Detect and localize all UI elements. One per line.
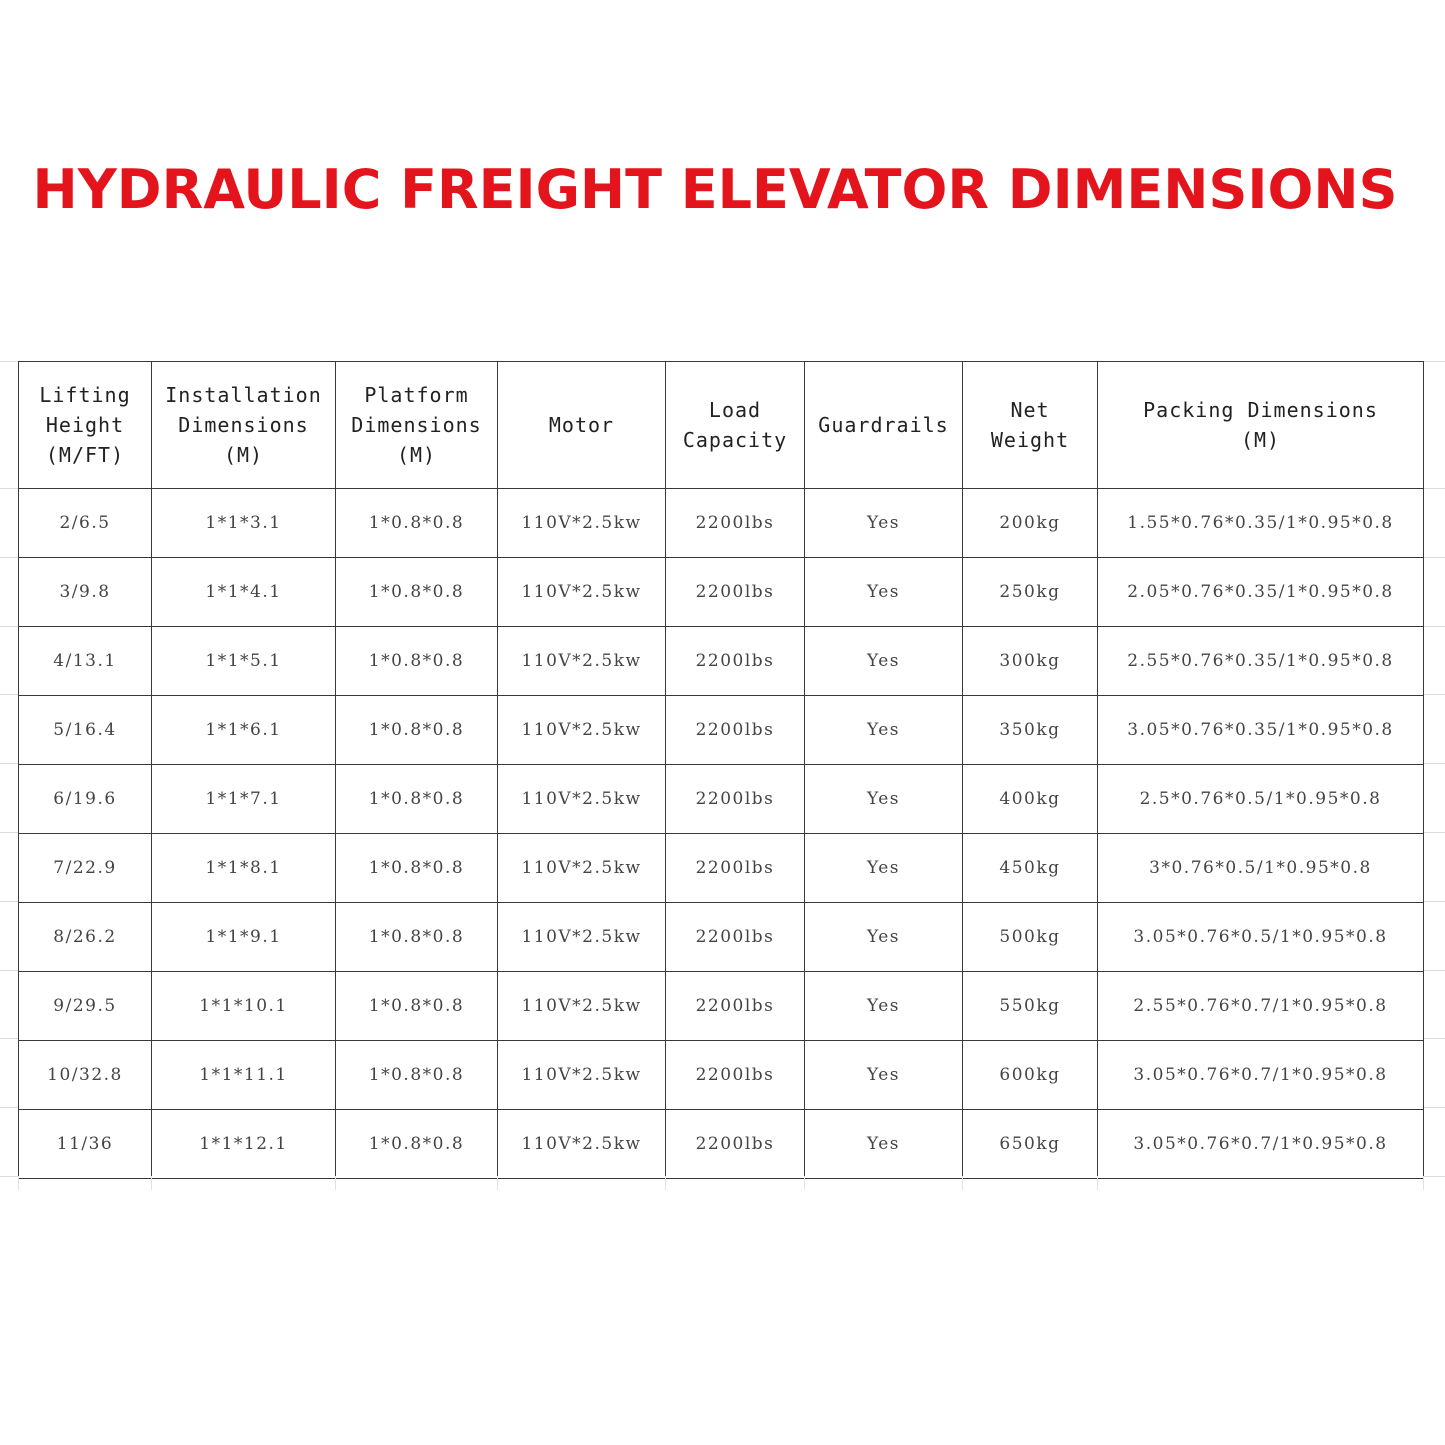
gridline xyxy=(18,1176,19,1190)
cell-platform-dimensions: 1*0.8*0.8 xyxy=(336,834,498,903)
cell-guardrails: Yes xyxy=(805,489,963,558)
cell-installation-dimensions: 1*1*11.1 xyxy=(152,1041,336,1110)
cell-lifting-height: 2/6.5 xyxy=(19,489,152,558)
header-line: (M) xyxy=(1240,428,1281,452)
cell-net-weight: 550kg xyxy=(963,972,1098,1041)
cell-lifting-height: 6/19.6 xyxy=(19,765,152,834)
cell-guardrails: Yes xyxy=(805,765,963,834)
gridline xyxy=(151,1176,152,1190)
cell-load-capacity: 2200lbs xyxy=(666,1041,805,1110)
cell-guardrails: Yes xyxy=(805,903,963,972)
cell-net-weight: 650kg xyxy=(963,1110,1098,1179)
cell-net-weight: 400kg xyxy=(963,765,1098,834)
cell-load-capacity: 2200lbs xyxy=(666,696,805,765)
header-line: Dimensions xyxy=(178,413,309,437)
cell-motor: 110V*2.5kw xyxy=(498,696,666,765)
cell-installation-dimensions: 1*1*8.1 xyxy=(152,834,336,903)
cell-net-weight: 600kg xyxy=(963,1041,1098,1110)
table-row xyxy=(19,972,1424,1041)
cell-net-weight: 450kg xyxy=(963,834,1098,903)
header-line: Dimensions xyxy=(351,413,482,437)
cell-net-weight: 300kg xyxy=(963,627,1098,696)
header-motor xyxy=(498,362,666,489)
table-row xyxy=(19,696,1424,765)
cell-packing-dimensions: 3.05*0.76*0.5/1*0.95*0.8 xyxy=(1098,903,1424,972)
cell-packing-dimensions: 3.05*0.76*0.7/1*0.95*0.8 xyxy=(1098,1041,1424,1110)
cell-motor: 110V*2.5kw xyxy=(498,765,666,834)
cell-load-capacity: 2200lbs xyxy=(666,489,805,558)
cell-packing-dimensions: 3*0.76*0.5/1*0.95*0.8 xyxy=(1098,834,1424,903)
gridline xyxy=(1424,626,1445,627)
cell-packing-dimensions: 2.5*0.76*0.5/1*0.95*0.8 xyxy=(1098,765,1424,834)
cell-lifting-height: 5/16.4 xyxy=(19,696,152,765)
header-line: Installation xyxy=(165,383,322,407)
gridline xyxy=(804,1176,805,1190)
header-row xyxy=(19,362,1424,489)
table-row xyxy=(19,834,1424,903)
header-lifting-height xyxy=(19,362,152,489)
cell-installation-dimensions: 1*1*4.1 xyxy=(152,558,336,627)
sheet-gridlines-right xyxy=(1424,361,1445,1176)
spec-table xyxy=(18,361,1424,1179)
cell-packing-dimensions: 2.55*0.76*0.35/1*0.95*0.8 xyxy=(1098,627,1424,696)
gridline xyxy=(1424,694,1445,695)
cell-installation-dimensions: 1*1*9.1 xyxy=(152,903,336,972)
cell-net-weight: 350kg xyxy=(963,696,1098,765)
header-line: (M/FT) xyxy=(45,443,125,467)
cell-net-weight: 250kg xyxy=(963,558,1098,627)
table-row xyxy=(19,558,1424,627)
gridline xyxy=(1424,1176,1445,1177)
gridline xyxy=(665,1176,666,1190)
gridline xyxy=(1424,488,1445,489)
header-line: Guardrails xyxy=(818,413,949,437)
header-line: Capacity xyxy=(682,428,788,452)
cell-load-capacity: 2200lbs xyxy=(666,558,805,627)
gridline xyxy=(335,1176,336,1190)
cell-packing-dimensions: 3.05*0.76*0.7/1*0.95*0.8 xyxy=(1098,1110,1424,1179)
gridline xyxy=(1424,763,1445,764)
cell-installation-dimensions: 1*1*12.1 xyxy=(152,1110,336,1179)
header-line: Packing Dimensions xyxy=(1143,398,1378,422)
cell-motor: 110V*2.5kw xyxy=(498,903,666,972)
gridline xyxy=(0,361,18,362)
cell-packing-dimensions: 1.55*0.76*0.35/1*0.95*0.8 xyxy=(1098,489,1424,558)
gridline xyxy=(1424,970,1445,971)
cell-packing-dimensions: 3.05*0.76*0.35/1*0.95*0.8 xyxy=(1098,696,1424,765)
gridline xyxy=(0,763,18,764)
gridline xyxy=(0,557,18,558)
cell-platform-dimensions: 1*0.8*0.8 xyxy=(336,696,498,765)
cell-net-weight: 200kg xyxy=(963,489,1098,558)
gridline xyxy=(0,1107,18,1108)
gridline xyxy=(1424,832,1445,833)
header-line: Load xyxy=(708,398,762,422)
cell-motor: 110V*2.5kw xyxy=(498,834,666,903)
header-installation-dimensions xyxy=(152,362,336,489)
gridline xyxy=(0,901,18,902)
header-packing-dimensions xyxy=(1098,362,1424,489)
cell-lifting-height: 8/26.2 xyxy=(19,903,152,972)
spec-table-container xyxy=(18,361,1424,1179)
gridline xyxy=(0,1038,18,1039)
sheet-gridlines-left xyxy=(0,361,18,1176)
header-line: Height xyxy=(45,413,125,437)
gridline xyxy=(0,694,18,695)
header-line: Net xyxy=(1010,398,1050,422)
gridline xyxy=(1423,1176,1424,1190)
table-row xyxy=(19,903,1424,972)
gridline xyxy=(0,1176,18,1177)
cell-motor: 110V*2.5kw xyxy=(498,558,666,627)
cell-guardrails: Yes xyxy=(805,972,963,1041)
table-row xyxy=(19,765,1424,834)
header-platform-dimensions xyxy=(336,362,498,489)
cell-platform-dimensions: 1*0.8*0.8 xyxy=(336,489,498,558)
cell-platform-dimensions: 1*0.8*0.8 xyxy=(336,765,498,834)
table-row xyxy=(19,489,1424,558)
page-title: HYDRAULIC FREIGHT ELEVATOR DIMENSIONS xyxy=(32,158,1398,221)
cell-motor: 110V*2.5kw xyxy=(498,1041,666,1110)
cell-platform-dimensions: 1*0.8*0.8 xyxy=(336,903,498,972)
cell-packing-dimensions: 2.55*0.76*0.7/1*0.95*0.8 xyxy=(1098,972,1424,1041)
cell-platform-dimensions: 1*0.8*0.8 xyxy=(336,1041,498,1110)
header-line: Platform xyxy=(364,383,469,407)
gridline xyxy=(962,1176,963,1190)
header-net-weight xyxy=(963,362,1098,489)
header-line: Weight xyxy=(990,428,1070,452)
cell-motor: 110V*2.5kw xyxy=(498,627,666,696)
cell-net-weight: 500kg xyxy=(963,903,1098,972)
table-row xyxy=(19,1041,1424,1110)
cell-lifting-height: 3/9.8 xyxy=(19,558,152,627)
table-row xyxy=(19,1110,1424,1179)
cell-lifting-height: 4/13.1 xyxy=(19,627,152,696)
gridline xyxy=(1424,361,1445,362)
cell-lifting-height: 7/22.9 xyxy=(19,834,152,903)
gridline xyxy=(1424,557,1445,558)
cell-load-capacity: 2200lbs xyxy=(666,903,805,972)
cell-load-capacity: 2200lbs xyxy=(666,972,805,1041)
gridline xyxy=(1424,1107,1445,1108)
cell-load-capacity: 2200lbs xyxy=(666,627,805,696)
cell-platform-dimensions: 1*0.8*0.8 xyxy=(336,558,498,627)
cell-load-capacity: 2200lbs xyxy=(666,834,805,903)
cell-installation-dimensions: 1*1*6.1 xyxy=(152,696,336,765)
cell-platform-dimensions: 1*0.8*0.8 xyxy=(336,1110,498,1179)
cell-packing-dimensions: 2.05*0.76*0.35/1*0.95*0.8 xyxy=(1098,558,1424,627)
header-load-capacity xyxy=(666,362,805,489)
gridline xyxy=(0,626,18,627)
gridline xyxy=(0,832,18,833)
cell-installation-dimensions: 1*1*10.1 xyxy=(152,972,336,1041)
gridline xyxy=(497,1176,498,1190)
cell-load-capacity: 2200lbs xyxy=(666,1110,805,1179)
sheet-gridlines-bottom xyxy=(18,1176,1424,1190)
cell-motor: 110V*2.5kw xyxy=(498,489,666,558)
header-line: (M) xyxy=(223,443,264,467)
cell-guardrails: Yes xyxy=(805,627,963,696)
cell-guardrails: Yes xyxy=(805,1041,963,1110)
header-line: Lifting xyxy=(39,383,131,407)
cell-platform-dimensions: 1*0.8*0.8 xyxy=(336,972,498,1041)
table-row xyxy=(19,627,1424,696)
cell-lifting-height: 11/36 xyxy=(19,1110,152,1179)
header-line: Motor xyxy=(548,413,615,437)
cell-lifting-height: 9/29.5 xyxy=(19,972,152,1041)
table-body xyxy=(19,489,1424,1179)
gridline xyxy=(0,488,18,489)
cell-guardrails: Yes xyxy=(805,558,963,627)
cell-installation-dimensions: 1*1*5.1 xyxy=(152,627,336,696)
cell-guardrails: Yes xyxy=(805,1110,963,1179)
cell-load-capacity: 2200lbs xyxy=(666,765,805,834)
gridline xyxy=(1097,1176,1098,1190)
cell-installation-dimensions: 1*1*3.1 xyxy=(152,489,336,558)
cell-installation-dimensions: 1*1*7.1 xyxy=(152,765,336,834)
header-line: (M) xyxy=(396,443,437,467)
gridline xyxy=(1424,901,1445,902)
cell-motor: 110V*2.5kw xyxy=(498,972,666,1041)
cell-motor: 110V*2.5kw xyxy=(498,1110,666,1179)
cell-platform-dimensions: 1*0.8*0.8 xyxy=(336,627,498,696)
cell-guardrails: Yes xyxy=(805,834,963,903)
header-guardrails xyxy=(805,362,963,489)
gridline xyxy=(1424,1038,1445,1039)
cell-guardrails: Yes xyxy=(805,696,963,765)
gridline xyxy=(0,970,18,971)
cell-lifting-height: 10/32.8 xyxy=(19,1041,152,1110)
